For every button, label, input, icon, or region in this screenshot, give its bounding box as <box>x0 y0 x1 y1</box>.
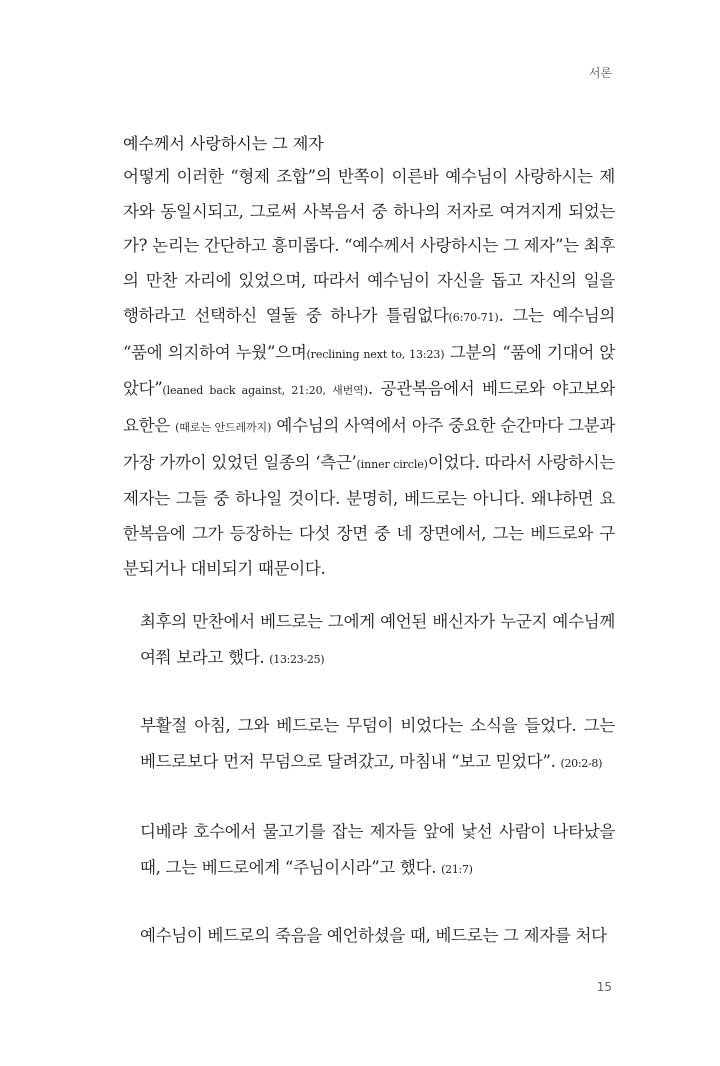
block-quote <box>140 814 615 888</box>
block-quote <box>140 708 615 782</box>
parenthetical-note: (때로는 안드레까지) <box>175 420 272 434</box>
paragraph-text-4: . 공관복음에서 베드로와 야고보와 요한은 <box>123 379 615 435</box>
scripture-reference: (20:2-8) <box>560 757 603 770</box>
scripture-reference: (6:70-71) <box>448 310 499 324</box>
quote-text: 예수님이 베드로의 죽음을 예언하셨을 때, 베드로는 그 제자를 처다 <box>140 926 607 945</box>
scripture-reference: (13:23-25) <box>269 653 325 666</box>
section-title: 예수께서 사랑하시는 그 제자 <box>123 134 324 153</box>
quote-text: 부활절 아침, 그와 베드로는 무덤이 비었다는 소식을 들었다. 그는 베드로보다 먼저 무덤으로 달려갔고, 마침내 “보고 믿었다”. <box>140 716 615 771</box>
page-number: 15 <box>596 980 612 994</box>
scripture-reference: (leaned back against, 21:20, 새번역) <box>162 384 368 398</box>
paragraph-text-5: 예수님의 사역에서 아주 중요한 순간마다 그분과 가장 가까이 있었던 일종의 ‘측근’ <box>123 415 615 472</box>
running-head: 서론 <box>588 66 612 80</box>
parenthetical-note: (inner circle) <box>356 457 428 471</box>
block-quote <box>140 918 615 954</box>
paragraph-text-6: 이었다. 따라서 사랑하시는 제자는 그들 중 하나일 것이다. 분명히, 베드로는 아니다. 왜냐하면 요한복음에 그가 등장하는 다섯 장면 중 네 장면에서, 그는 베드로와 구분되거나 대비되기 때문이다. <box>123 452 615 578</box>
scripture-reference: (21:7) <box>441 863 473 876</box>
paragraph-text-3: 그분의 “품에 기대어 앉았다” <box>123 342 616 399</box>
scripture-reference: (reclining next to, 13:23) <box>306 347 445 361</box>
paragraph-text-2: . 그는 예수님의 “품에 의지하여 누웠”으며 <box>123 305 616 362</box>
paragraph-text-1: 어떻게 이러한 “형제 조합”의 반쪽이 이른바 예수님이 사랑하시는 제자와 동일시되고, 그로써 사복음서 중 하나의 저자로 여겨지게 되었는가? 논리는 간단하고 흥미롭다. “예수께서 사랑하시는 그 제자”는 최후의 만찬 자리에 있었으며, 따라서 예수님이 자신을 돕고 자신의 일을 행하라고 선택하신 열둘 중 하나가 틀림없다 <box>123 167 615 325</box>
quote-text: 디베랴 호수에서 물고기를 잡는 제자들 앞에 낯선 사람이 나타났을 때, 그는 베드로에게 “주님이시라”고 했다. <box>140 822 615 877</box>
block-quote <box>140 604 615 678</box>
quote-text: 최후의 만찬에서 베드로는 그에게 예언된 배신자가 누군지 예수님께 여쭤 보라고 했다. <box>140 612 615 667</box>
body-paragraph <box>123 160 615 586</box>
